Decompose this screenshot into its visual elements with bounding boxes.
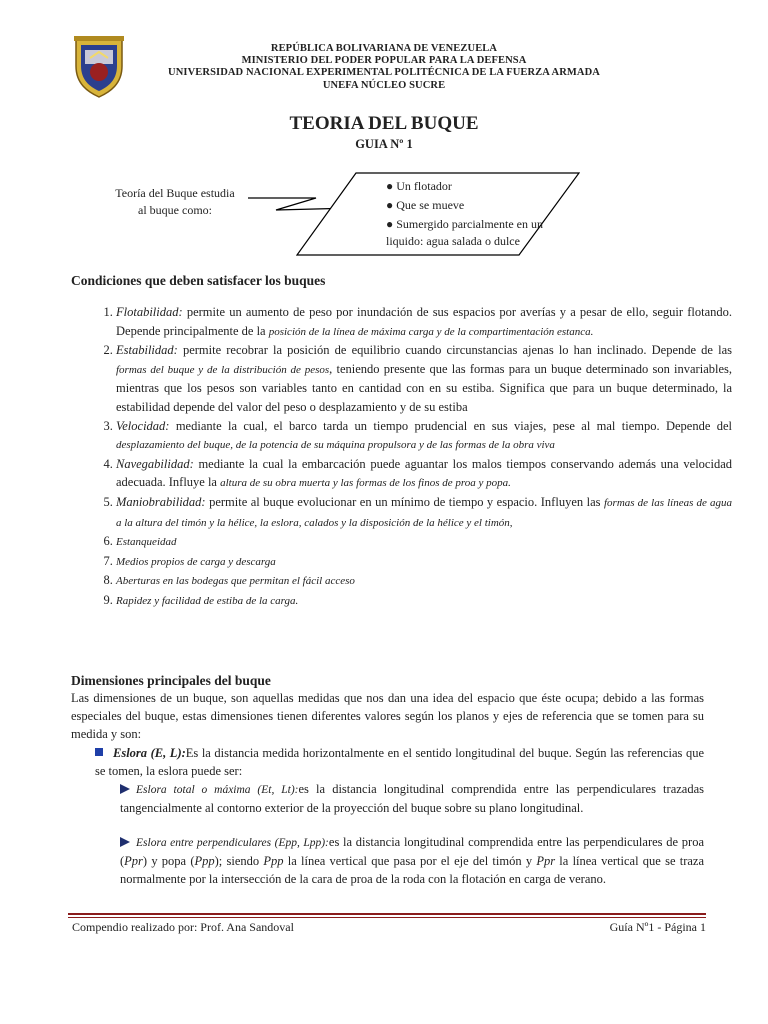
conditions-list bbox=[88, 303, 732, 611]
header-line-2: MINISTERIO DEL PODER POPULAR PARA LA DEFENSA bbox=[241, 55, 527, 66]
intro-text bbox=[96, 185, 254, 219]
box-item: ● Sumergido parcialmente en un liquido: agua salada o dulce bbox=[386, 217, 543, 248]
footer-rule-thin bbox=[68, 917, 706, 918]
header-line-3: UNIVERSIDAD NACIONAL EXPERIMENTAL POLITÉCNICA DE LA FUERZA ARMADA bbox=[168, 67, 600, 78]
list-item: 2. Estabilidad: permite recobrar la posición de equilibrio cuando circunstancias ajenas lo han inclinado. Depende de las formas del buque y de la distribución de pesos, teniendo presente que las formas para un buque determinado son invariables, mientras que los pesos son variables tanto en cantidad con en su estiba. Significa que para un buque determinado, la estabilidad depende del valor del peso o desplazamiento y de su estiba bbox=[116, 341, 732, 416]
list-item: 1. Flotabilidad: permite un aumento de peso por inundación de sus espacios por averías y a pesar de ello, seguir flotando. Depende principalmente de la posición de la línea de máxima carga y de la compartimentación estanca. bbox=[116, 303, 732, 341]
footer-page: Guía Nº1 - Página 1 bbox=[609, 920, 706, 934]
list-item: 8. Aberturas en las bodegas que permitan el fácil acceso bbox=[116, 571, 732, 591]
list-item: 9. Rapidez y facilidad de estiba de la carga. bbox=[116, 591, 732, 611]
header-line-4: UNEFA NÚCLEO SUCRE bbox=[322, 80, 446, 91]
list-item: 7. Medios propios de carga y descarga bbox=[116, 552, 732, 572]
square-bullet-icon bbox=[95, 748, 103, 756]
footer-author: Compendio realizado por: Prof. Ana Sandoval bbox=[72, 920, 294, 934]
eslora-item: Eslora (E, L):Es la distancia medida horizontalmente en el sentido longitudinal del buque. Según las referencias que se tomen, la eslora puede ser: bbox=[95, 746, 704, 778]
triangle-bullet-icon bbox=[120, 837, 130, 847]
header-line-1: REPÚBLICA BOLIVARIANA DE VENEZUELA bbox=[270, 43, 498, 54]
list-item: 3. Velocidad: mediante la cual, el barco tarda un tiempo prudencial en sus viajes, pese al mal tiempo. Depende del desplazamiento del buque, de la potencia de su máquina propulsora y de las formas de la obra viva bbox=[116, 417, 732, 455]
box-list bbox=[386, 178, 576, 252]
box-item: ● Que se mueve bbox=[386, 198, 465, 212]
conditions-heading: Condiciones que deben satisfacer los buques bbox=[71, 273, 326, 288]
dimensions-intro: Las dimensiones de un buque, son aquellas medidas que nos dan una idea del espacio que éste ocupa; debido a las formas especiales del buque, estas dimensiones tienen diferentes valores según los planos y ejes de referencia que se tomen para su medida y son: bbox=[71, 691, 704, 741]
list-item: 6. Estanqueidad bbox=[116, 532, 732, 552]
intro-line-1: Teoría del Buque estudia bbox=[115, 186, 235, 200]
list-item: 5. Maniobrabilidad: permite al buque evolucionar en un mínimo de tiempo y espacio. Influyen las formas de las líneas de agua a la altura del timón y la hélice, la eslora, calados y la disposición de la hélice y el timón, bbox=[116, 493, 732, 532]
eslora-total-item: Eslora total o máxima (Et, Lt):es la distancia longitudinal comprendida entre las perpendiculares trazadas tangencialmente al contorno exterior de la proyección del buque sobre su plano longitudinal. bbox=[120, 782, 705, 815]
dimensions-heading: Dimensiones principales del buque bbox=[71, 673, 271, 688]
page-title: TEORIA DEL BUQUE bbox=[289, 113, 479, 134]
box-item: ● Un flotador bbox=[386, 179, 452, 193]
intro-line-2: al buque como: bbox=[138, 203, 212, 217]
page-subtitle: GUIA Nº 1 bbox=[355, 137, 413, 151]
triangle-bullet-icon bbox=[120, 784, 130, 794]
eslora-pp-item: Eslora entre perpendiculares (Epp, Lpp):es la distancia longitudinal comprendida entre las perpendiculares de proa (Ppr) y popa (Ppp); siendo Ppp la línea vertical que pasa por el eje del timón y Ppr la línea vertical que se traza normalmente por la intersección de la cara de proa de la roda con la flotación en carga de verano. bbox=[120, 835, 705, 886]
list-item: 4. Navegabilidad: mediante la cual la embarcación puede aguantar los malos tiempos conservando además una velocidad adecuada. Influye la altura de su obra muerta y las formas de los finos de proa y popa. bbox=[116, 455, 732, 493]
footer-rule bbox=[68, 913, 706, 915]
